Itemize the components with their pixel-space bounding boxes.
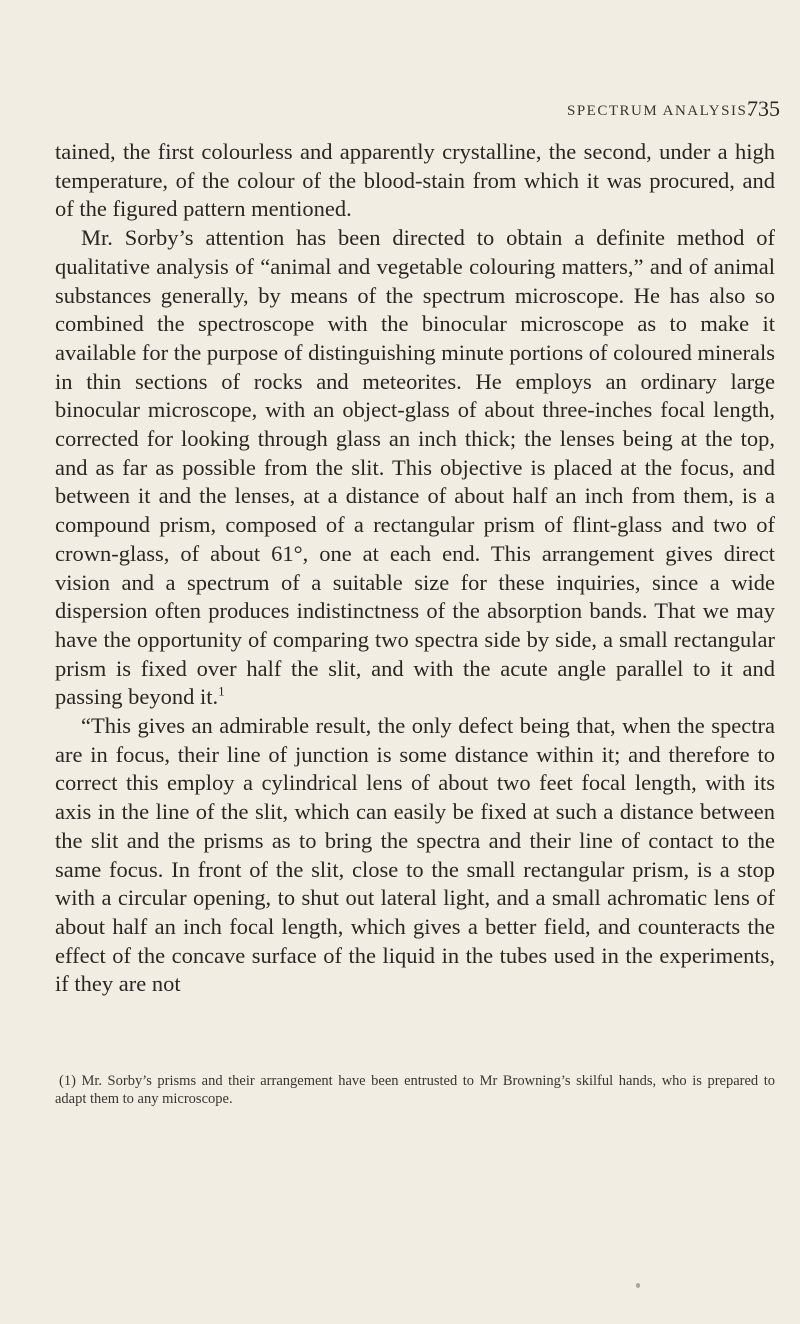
paragraph-sorby-method (55, 224, 775, 712)
footnote: (1) Mr. Sorby’s prisms and their arrangement have been entrusted to Mr Browning’s skilful hands, who is prepared to adapt them to any microscope. (55, 1073, 775, 1107)
paragraph-continued: tained, the first colourless and apparently crystalline, the second, under a high temperature, of the colour of the blood-stain from which it was procured, and of the figured pattern mentioned. (55, 139, 775, 222)
body-text (55, 138, 775, 999)
running-head (545, 96, 785, 126)
paper-speck (636, 1283, 640, 1288)
page-number: 735 (747, 96, 780, 121)
paragraph-quotation: “This gives an admirable result, the only defect being that, when the spectra are in focus, their line of junction is some distance within it; and therefore to correct this employ a cylindrical lens of about two feet focal length, with its axis in the line of the slit, which can easily be fixed at such a distance between the slit and the prisms as to bring the spectra and their line of contact to the same focus. In front of the slit, close to the small rectangular prism, is a stop with a circular opening, to shut out lateral light, and a small achromatic lens of about half an inch focal length, which gives a better field, and counteracts the effect of the concave surface of the liquid in the tubes used in the experiments, if they are not (55, 713, 775, 997)
footnote-reference: 1 (218, 683, 225, 699)
paragraph-text: Mr. Sorby’s attention has been directed to obtain a definite method of qualitative analysis of “animal and vegetable colouring matters,” and of animal substances generally, by means of the spectrum microscope. He has also so combined the spectroscope with the binocular microscope as to make it available for the purpose of distinguishing minute portions of coloured minerals in thin sections of rocks and meteorites. He employs an ordinary large binocular microscope, with an object-glass of about three-inches focal length, corrected for looking through glass an inch thick; the lenses being at the top, and as far as possible from the slit. This objective is placed at the focus, and between it and the lenses, at a distance of about half an inch from them, is a compound prism, composed of a rectangular prism of flint-glass and two of crown-glass, of about 61°, one at each end. This arrangement gives direct vision and a spectrum of a suitable size for these inquiries, since a wide dispersion often produces indistinctness of the absorption bands. That we may have the opportunity of comparing two spectra side by side, a small rectangular prism is fixed over half the slit, and with the acute angle parallel to it and passing beyond it. (55, 225, 775, 710)
running-title: SPECTRUM ANALYSIS. (567, 103, 753, 119)
